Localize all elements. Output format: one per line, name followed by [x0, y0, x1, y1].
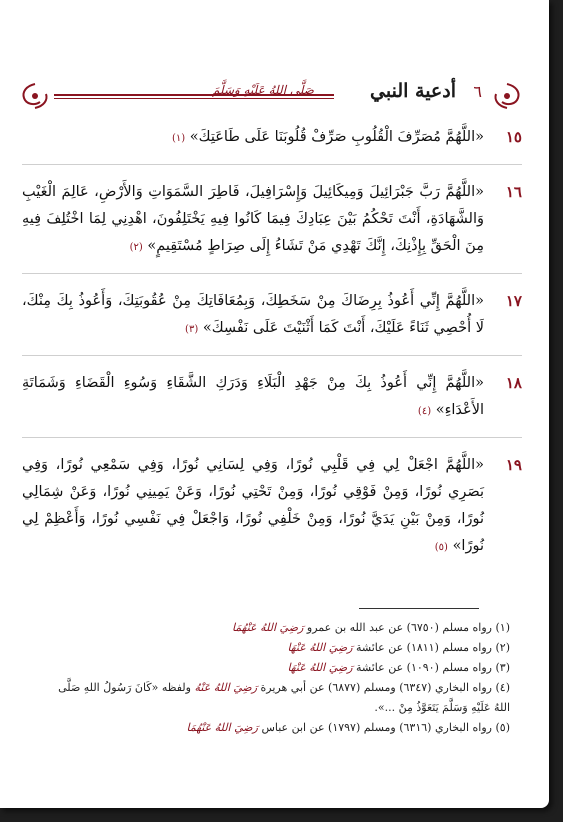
hadith-item [22, 288, 522, 343]
footnote-item [40, 678, 510, 718]
hadith-text: «اللَّهُمَّ إِنِّي أَعُوذُ بِكَ مِنْ جَهْدِ الْبَلَاءِ وَدَرَكِ الشَّقَاءِ وَسُوءِ الْقَضَاءِ وَشَمَاتَةِ الأَعْدَاءِ» [22, 375, 484, 418]
footnote-honorific: رَضِيَ اللهُ عَنْهُمَا [231, 621, 304, 634]
footnote-ref[interactable]: (٥) [434, 542, 448, 553]
hadith-text: «اللَّهُمَّ مُصَرِّفَ الْقُلُوبِ صَرِّفْ قُلُوبَنَا عَلَى طَاعَتِكَ» [189, 129, 484, 145]
hadith-text: «اللَّهُمَّ رَبَّ جَبْرَائِيلَ وَمِيكَائِيلَ وَإِسْرَافِيلَ، فَاطِرَ السَّمَوَاتِ وَالأَرْضِ، عَالِمَ الْغَيْبِ وَالشَّهَادَةِ، أَنْتَ تَحْكُمُ بَيْنَ عِبَادِكَ فِيمَا كَانُوا فِيهِ يَخْتَلِفُونَ، اهْدِنِي لِمَا اخْتُلِفَ فِيهِ مِنَ الْحَقِّ بِإِذْنِكَ، إِنَّكَ تَهْدِي مَنْ تَشَاءُ إِلَى صِرَاطٍ مُسْتَقِيمٍ» [22, 184, 484, 254]
footnote-text: (١) رواه مسلم (٦٧٥٠) عن عبد الله بن عمرو [306, 621, 510, 634]
footnote-item [40, 658, 510, 678]
hadith-item [22, 370, 522, 425]
footnotes [40, 618, 510, 738]
hadith-number: ١٥ [505, 128, 522, 146]
hadith-text: «اللَّهُمَّ اجْعَلْ لِي فِي قَلْبِي نُورًا، وَفِي لِسَانِي نُورًا، وَفِي سَمْعِي نُورًا، وَفِي بَصَرِي نُورًا، وَمِنْ فَوْقِي نُورًا، وَمِنْ تَحْتِي نُورًا، وَعَنْ يَمِينِي نُورًا، وَعَنْ شِمَالِي نُورًا، وَمِنْ بَيْنِ يَدَيَّ نُورًا، وَمِنْ خَلْفِي نُورًا، وَاجْعَلْ فِي نَفْسِي نُورًا، وَأَعْظِمْ لِي نُورًا» [22, 457, 484, 554]
hadith-number: ١٧ [505, 292, 522, 310]
hadith-item [22, 452, 522, 561]
footnote-separator [359, 608, 479, 609]
hadith-item [22, 124, 522, 152]
footnote-text: (٥) رواه البخاري (٦٣١٦) ومسلم (١٧٩٧) عن ابن عباس [261, 721, 510, 734]
divider [22, 437, 522, 438]
hadith-number: ١٨ [505, 374, 522, 392]
footnote-honorific: رَضِيَ اللهُ عَنْهَا [287, 641, 353, 654]
hadith-text: «اللَّهُمَّ إِنِّي أَعُوذُ بِرِضَاكَ مِنْ سَخَطِكَ، وَبِمُعَافَاتِكَ مِنْ عُقُوبَتِكَ، وَأَعُوذُ بِكَ مِنْكَ، لَا أُحْصِي ثَنَاءً عَلَيْكَ، أَنْتَ كَمَا أَثْنَيْتَ عَلَى نَفْسِكَ» [22, 293, 484, 336]
divider [22, 355, 522, 356]
header-rule-thin [54, 98, 334, 99]
footnote-ref[interactable]: (١) [171, 133, 186, 144]
divider [22, 273, 522, 274]
footnote-ref[interactable]: (٣) [185, 324, 199, 335]
hadith-number: ١٩ [505, 456, 522, 474]
ornament-left-icon [18, 80, 52, 112]
footnote-item [40, 638, 510, 658]
divider [22, 164, 522, 165]
footnote-honorific: رَضِيَ اللهُ عَنْهُ [194, 681, 258, 694]
ornament-right-icon [490, 80, 524, 112]
page-title: أدعية النبي [370, 80, 456, 102]
footnote-text: (٣) رواه مسلم (١٠٩٠) عن عائشة [356, 661, 510, 674]
footnote-honorific: رَضِيَ اللهُ عَنْهَا [287, 661, 353, 674]
header-honorific: صَلَّى اللهُ عَلَيْهِ وَسَلَّمَ [212, 83, 314, 97]
hadith-number: ١٦ [505, 183, 522, 201]
hadith-list [22, 124, 522, 571]
footnote-text: (٢) رواه مسلم (١٨١١) عن عائشة [356, 641, 510, 654]
footnote-tail: ولفظه «كَانَ رَسُولُ اللهِ صَلَّى اللهُ عَلَيْهِ وَسَلَّمَ يَتَعَوَّذُ مِنْ ...». [58, 681, 510, 714]
hadith-item [22, 179, 522, 261]
footnote-ref[interactable]: (٢) [129, 242, 143, 253]
footnote-text: (٤) رواه البخاري (٦٣٤٧) ومسلم (٦٨٧٧) عن أبي هريرة [260, 681, 510, 694]
footnote-item [40, 718, 510, 738]
page-number: ٦ [473, 82, 482, 101]
footnote-item [40, 618, 510, 638]
footnote-honorific: رَضِيَ اللهُ عَنْهُمَا [186, 721, 258, 734]
page-header [14, 78, 534, 112]
footnote-ref[interactable]: (٤) [417, 406, 432, 417]
